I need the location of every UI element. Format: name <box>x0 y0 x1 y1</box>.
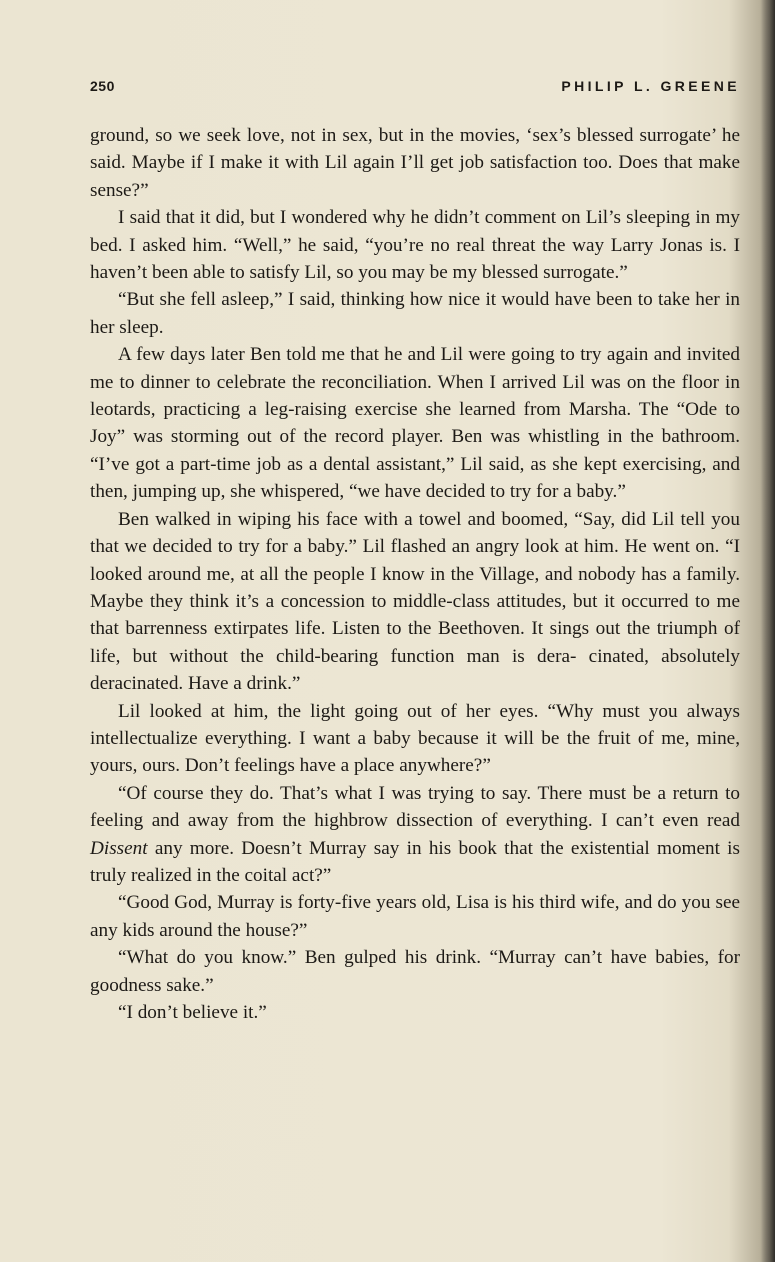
paragraph: Lil looked at him, the light going out of her eyes. “Why must you always intellectualize everything. I want a baby because it will be the fruit of me, mine, yours, ours. Don’t feelings have a place anywhere?” <box>90 700 740 777</box>
paragraph: I said that it did, but I wondered why he didn’t comment on Lil’s sleeping in my bed. I asked him. “Well,” he said, “you’re no real threat the way Larry Jonas is. I haven’t been able to satisfy Lil, so you may be my blessed surrogate.” <box>90 207 740 284</box>
page-header <box>90 78 740 100</box>
body-text <box>90 122 740 1026</box>
paragraph: “I don’t believe it.” <box>118 1002 267 1023</box>
paragraph: A few days later Ben told me that he and Lil were going to try again and invited me to dinner to celebrate the reconciliation. When I arrived Lil was on the floor in leotards, practicing a leg-raising exercise she learned from Marsha. The “Ode to Joy” was storming out of the record player. Ben was whistling in the bathroom. “I’ve got a part-time job as a dental assistant,” Lil said, as she kept exercising, and then, jumping up, she whispered, “we have decided to try for a baby.” <box>90 344 740 503</box>
running-head: PHILIP L. GREENE <box>561 78 740 94</box>
page-number: 250 <box>90 78 115 94</box>
paragraph <box>90 780 740 890</box>
paragraph-text: “Of course they do. That’s what I was trying to say. There must be a return to feeling and away from the highbrow dissection of everything. I can’t even read <box>90 782 740 832</box>
paragraph-text: any more. Doesn’t Murray say in his book that the existential moment is truly realized in the coital act?” <box>90 837 740 886</box>
italic-title: Dissent <box>90 837 148 859</box>
paragraph: ground, so we seek love, not in sex, but in the movies, ‘sex’s blessed surrogate’ he said. Maybe if I make it with Lil again I’ll get job satisfaction too. Does that make sense?” <box>90 125 740 201</box>
paragraph: “What do you know.” Ben gulped his drink. “Murray can’t have babies, for goodness sake.” <box>90 947 740 996</box>
book-spine-shadow <box>761 0 775 1262</box>
paragraph: Ben walked in wiping his face with a towel and boomed, “Say, did Lil tell you that we decided to try for a baby.” Lil flashed an angry look at him. He went on. “I looked around me, at all the people I know in the Village, and nobody has a family. Maybe they think it’s a concession to middle-class attitudes, but it occurred to me that barrenness extirpates life. Listen to the Beethoven. It sings out the triumph of life, but without the child-bearing function man is dera- cinated, absolutely deracinated. Have a drink.” <box>90 508 740 695</box>
paragraph: “But she fell asleep,” I said, thinking how nice it would have been to take her in her sleep. <box>90 289 740 338</box>
paragraph: “Good God, Murray is forty-five years old, Lisa is his third wife, and do you see any kids around the house?” <box>90 892 740 941</box>
